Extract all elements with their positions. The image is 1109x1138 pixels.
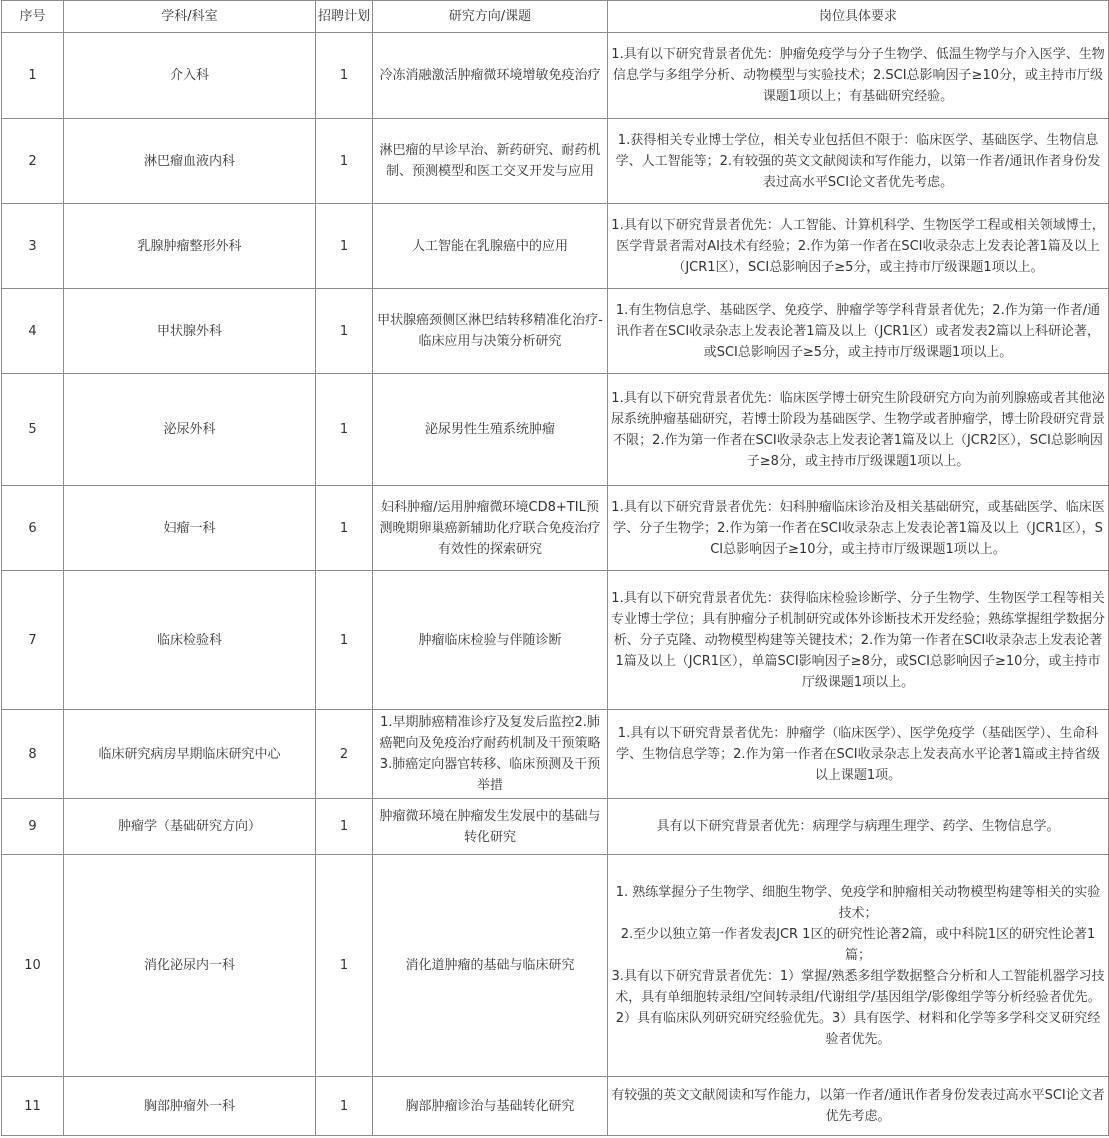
cell-plan: 2 [316, 710, 373, 799]
header-no: 序号 [2, 1, 64, 33]
cell-no: 1 [2, 33, 64, 119]
cell-plan: 1 [316, 486, 373, 571]
cell-dept: 泌尿外科 [64, 374, 316, 486]
cell-plan: 1 [316, 119, 373, 204]
table-row [2, 799, 1109, 855]
cell-requirements: 1.获得相关专业博士学位，相关专业包括但不限于：临床医学、基础医学、生物信息学、人工智能等；2.有较强的英文文献阅读和写作能力，以第一作者/通讯作者身份发表过高水平SCI论文者优先考虑。 [608, 119, 1109, 204]
cell-requirements [608, 855, 1109, 1077]
cell-no: 6 [2, 486, 64, 571]
cell-no: 3 [2, 204, 64, 289]
table-header-row [2, 1, 1109, 33]
cell-requirements: 1.具有以下研究背景者优先：临床医学博士研究生阶段研究方向为前列腺癌或者其他泌尿系统肿瘤基础研究，若博士阶段为基础医学、生物学或者肿瘤学，博士阶段研究背景不限；2.作为第一作者在SCI收录杂志上发表论著1篇及以上（JCR2区），SCI总影响因子≥8分，或主持市厅级课题1项以上。 [608, 374, 1109, 486]
cell-topic: 消化道肿瘤的基础与临床研究 [373, 855, 608, 1077]
cell-dept: 胸部肿瘤外一科 [64, 1077, 316, 1136]
cell-requirements: 1.具有以下研究背景者优先：人工智能、计算机科学、生物医学工程或相关领域博士，医学背景者需对AI技术有经验；2.作为第一作者在SCI收录杂志上发表论著1篇及以上（JCR1区），SCI总影响因子≥5分，或主持市厅级课题1项以上。 [608, 204, 1109, 289]
table-row [2, 855, 1109, 1077]
cell-topic: 肿瘤临床检验与伴随诊断 [373, 571, 608, 710]
cell-plan: 1 [316, 289, 373, 374]
cell-dept: 乳腺肿瘤整形外科 [64, 204, 316, 289]
cell-dept: 妇瘤一科 [64, 486, 316, 571]
recruitment-table [1, 0, 1109, 1136]
cell-requirements: 1.具有以下研究背景者优先：肿瘤学（临床医学）、医学免疫学（基础医学）、生命科学、生物信息学等；2.作为第一作者在SCI收录杂志上发表高水平论著1篇或主持省级以上课题1项。 [608, 710, 1109, 799]
requirement-line: 2.至少以独立第一作者发表JCR 1区的研究性论著2篇，或中科院1区的研究性论著1篇； [620, 926, 1096, 963]
cell-no: 9 [2, 799, 64, 855]
cell-topic: 肿瘤微环境在肿瘤发生发展中的基础与转化研究 [373, 799, 608, 855]
cell-requirements: 有较强的英文文献阅读和写作能力，以第一作者/通讯作者身份发表过高水平SCI论文者优先考虑。 [608, 1077, 1109, 1136]
cell-no: 5 [2, 374, 64, 486]
cell-requirements: 1.具有以下研究背景者优先：肿瘤免疫学与分子生物学、低温生物学与介入医学、生物信息学与多组学分析、动物模型与实验技术；2.SCI总影响因子≥10分，或主持市厅级课题1项以上；有基础研究经验。 [608, 33, 1109, 119]
table-row [2, 289, 1109, 374]
cell-no: 2 [2, 119, 64, 204]
cell-topic: 妇科肿瘤/运用肿瘤微环境CD8+TIL预测晚期卵巢癌新辅助化疗联合免疫治疗有效性的探索研究 [373, 486, 608, 571]
cell-no: 4 [2, 289, 64, 374]
cell-no: 11 [2, 1077, 64, 1136]
table-row [2, 33, 1109, 119]
cell-dept: 临床研究病房早期临床研究中心 [64, 710, 316, 799]
cell-requirements: 1.具有以下研究背景者优先：妇科肿瘤临床诊治及相关基础研究，或基础医学、临床医学、分子生物学；2.作为第一作者在SCI收录杂志上发表论著1篇及以上（JCR1区），SCI总影响因子≥10分，或主持市厅级课题1项以上。 [608, 486, 1109, 571]
requirement-line: 1. 熟练掌握分子生物学、细胞生物学、免疫学和肿瘤相关动物模型构建等相关的实验技术； [615, 884, 1101, 921]
cell-topic: 1.早期肺癌精准诊疗及复发后监控2.肺癌靶向及免疫治疗耐药机制及干预策略3.肺癌定向器官转移、临床预测及干预举措 [373, 710, 608, 799]
cell-dept: 肿瘤学（基础研究方向） [64, 799, 316, 855]
cell-plan: 1 [316, 33, 373, 119]
cell-no: 7 [2, 571, 64, 710]
table-row [2, 374, 1109, 486]
cell-requirements: 1.有生物信息学、基础医学、免疫学、肿瘤学等学科背景者优先；2.作为第一作者/通讯作者在SCI收录杂志上发表论著1篇及以上（JCR1区）或者发表2篇以上科研论著，或SCI总影响因子≥5分，或主持市厅级课题1项以上。 [608, 289, 1109, 374]
requirement-line: 3.具有以下研究背景者优先：1）掌握/熟悉多组学数据整合分析和人工智能机器学习技术，具有单细胞转录组/空间转录组/代谢组学/基因组学/影像组学等分析经验者优先。2）具有临床队列研究研究经验优先。3）具有医学、材料和化学等多学科交叉研究经验者优先。 [611, 968, 1105, 1047]
cell-plan: 1 [316, 374, 373, 486]
cell-dept: 淋巴瘤血液内科 [64, 119, 316, 204]
cell-topic: 人工智能在乳腺癌中的应用 [373, 204, 608, 289]
header-topic: 研究方向/课题 [373, 1, 608, 33]
table-row [2, 710, 1109, 799]
cell-topic: 甲状腺癌颈侧区淋巴结转移精准化治疗-临床应用与决策分析研究 [373, 289, 608, 374]
table-row [2, 571, 1109, 710]
cell-requirements: 具有以下研究背景者优先：病理学与病理生理学、药学、生物信息学。 [608, 799, 1109, 855]
cell-dept: 临床检验科 [64, 571, 316, 710]
cell-plan: 1 [316, 204, 373, 289]
cell-plan: 1 [316, 799, 373, 855]
cell-dept: 甲状腺外科 [64, 289, 316, 374]
cell-requirements: 1.具有以下研究背景者优先：获得临床检验诊断学、分子生物学、生物医学工程等相关专业博士学位；具有肿瘤分子机制研究或体外诊断技术开发经验；熟练掌握组学数据分析、分子克隆、动物模型构建等关键技术；2.作为第一作者在SCI收录杂志上发表论著1篇及以上（JCR1区），单篇SCI影响因子≥8分，或SCI总影响因子≥10分，或主持市厅级课题1项以上。 [608, 571, 1109, 710]
table-row [2, 1077, 1109, 1136]
table-row [2, 486, 1109, 571]
cell-plan: 1 [316, 1077, 373, 1136]
cell-dept: 介入科 [64, 33, 316, 119]
header-plan: 招聘计划 [316, 1, 373, 33]
header-dept: 学科/科室 [64, 1, 316, 33]
table-row [2, 119, 1109, 204]
cell-no: 10 [2, 855, 64, 1077]
cell-no: 8 [2, 710, 64, 799]
cell-topic: 冷冻消融激活肿瘤微环境增敏免疫治疗 [373, 33, 608, 119]
header-requirements: 岗位具体要求 [608, 1, 1109, 33]
cell-plan: 1 [316, 571, 373, 710]
cell-dept: 消化泌尿内一科 [64, 855, 316, 1077]
cell-topic: 胸部肿瘤诊治与基础转化研究 [373, 1077, 608, 1136]
cell-plan: 1 [316, 855, 373, 1077]
cell-topic: 泌尿男性生殖系统肿瘤 [373, 374, 608, 486]
cell-topic: 淋巴瘤的早诊早治、新药研究、耐药机制、预测模型和医工交叉开发与应用 [373, 119, 608, 204]
table-row [2, 204, 1109, 289]
